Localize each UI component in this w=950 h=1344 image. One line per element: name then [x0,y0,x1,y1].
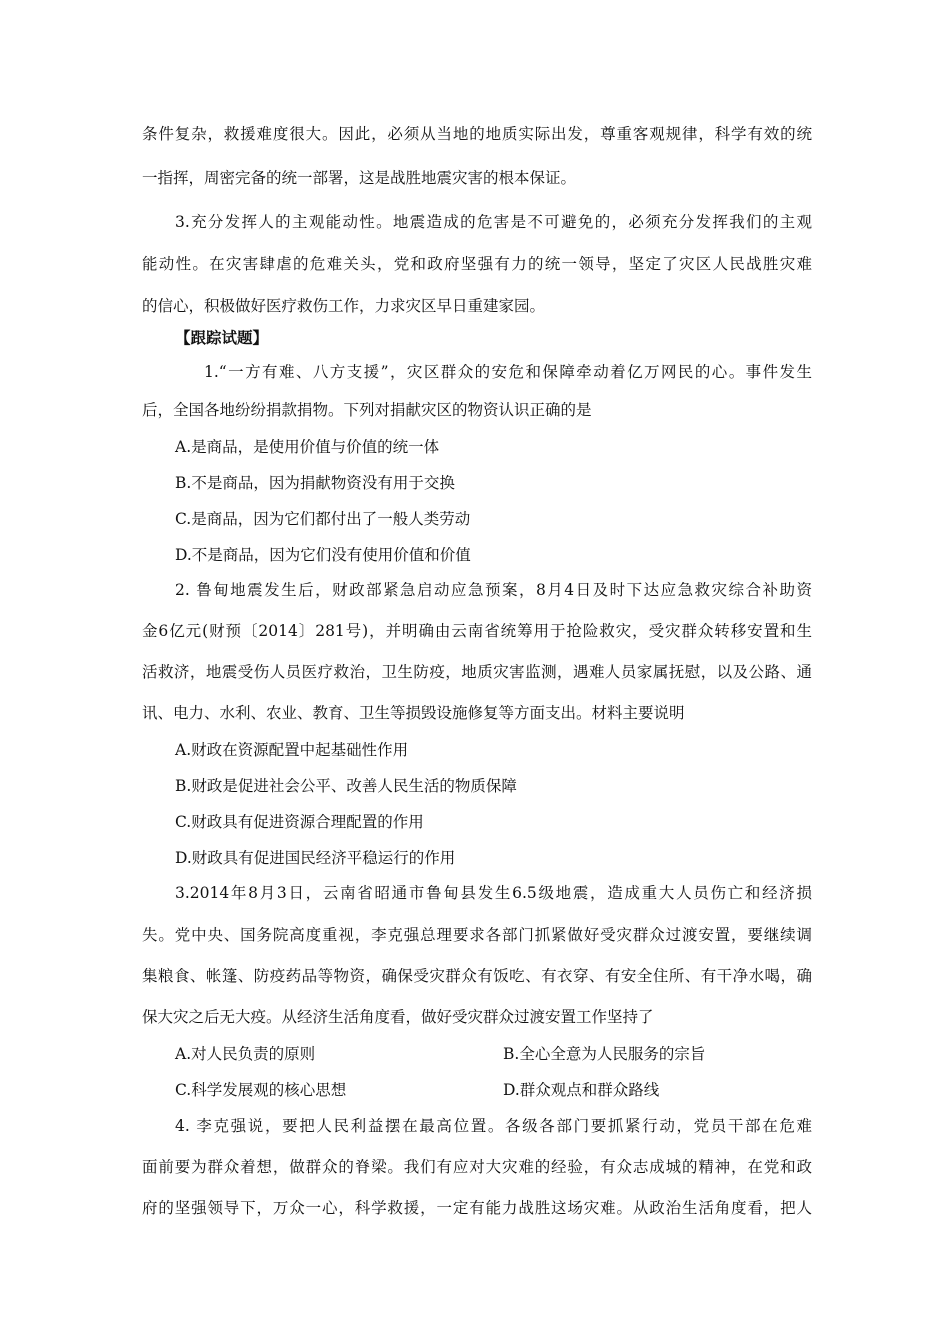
question-line: 3.2014年8月3日，云南省昭通市鲁甸县发生6.5级地震，造成重大人员伤亡和经济损 [175,884,812,902]
question-line: 集粮食、帐篷、防疫药品等物资，确保受灾群众有饭吃、有衣穿、有安全住所、有干净水喝，确 [142,967,812,985]
answer-option: C.财政具有促进资源合理配置的作用 [175,813,424,831]
question-line: 4. 李克强说，要把人民利益摆在最高位置。各级各部门要抓紧行动，党员干部在危难 [175,1117,812,1135]
answer-option: A.对人民负责的原则 [175,1045,316,1063]
answer-option: C.是商品，因为它们都付出了一般人类劳动 [175,510,471,528]
question-line: 讯、电力、水利、农业、教育、卫生等损毁设施修复等方面支出。材料主要说明 [142,704,685,722]
answer-option: B.财政是促进社会公平、改善人民生活的物质保障 [175,777,517,795]
answer-option: B.全心全意为人民服务的宗旨 [503,1045,706,1063]
question-line: 1.“一方有难、八方支援”，灾区群众的安危和保障牵动着亿万网民的心。事件发生 [204,363,812,381]
paragraph-line: 能动性。在灾害肆虐的危难关头，党和政府坚强有力的统一领导，坚定了灾区人民战胜灾难 [142,255,812,273]
question-line: 面前要为群众着想，做群众的脊梁。我们有应对大灾难的经验，有众志成城的精神，在党和政 [142,1158,812,1176]
question-line: 活救济，地震受伤人员医疗救治，卫生防疫，地质灾害监测，遇难人员家属抚慰，以及公路、通 [142,663,812,681]
paragraph-line: 3.充分发挥人的主观能动性。地震造成的危害是不可避免的，必须充分发挥我们的主观 [175,213,812,231]
paragraph-line: 的信心，积极做好医疗救伤工作，力求灾区早日重建家园。 [142,297,546,315]
question-line: 府的坚强领导下，万众一心，科学救援，一定有能力战胜这场灾难。从政治生活角度看，把人 [142,1199,812,1217]
answer-option: A.财政在资源配置中起基础性作用 [175,741,409,759]
section-heading: 【跟踪试题】 [175,329,269,347]
answer-option: D.不是商品，因为它们没有使用价值和价值 [175,546,471,564]
question-line: 保大灾之后无大疫。从经济生活角度看，做好受灾群众过渡安置工作坚持了 [142,1008,654,1026]
answer-option: D.群众观点和群众路线 [503,1081,660,1099]
question-line: 失。党中央、国务院高度重视，李克强总理要求各部门抓紧做好受灾群众过渡安置，要继续调 [142,926,812,944]
question-line: 后，全国各地纷纷捐款捐物。下列对捐献灾区的物资认识正确的是 [142,401,592,419]
question-line: 2. 鲁甸地震发生后，财政部紧急启动应急预案，8月4日及时下达应急救灾综合补助资 [175,581,812,599]
answer-option: D.财政具有促进国民经济平稳运行的作用 [175,849,456,867]
answer-option: B.不是商品，因为捐献物资没有用于交换 [175,474,455,492]
question-line: 金6亿元(财预〔2014〕281号)，并明确由云南省统筹用于抢险救灾，受灾群众转移安置和生 [142,622,812,640]
answer-option: A.是商品，是使用价值与价值的统一体 [175,438,440,456]
paragraph-line: 条件复杂，救援难度很大。因此，必须从当地的地质实际出发，尊重客观规律，科学有效的统 [142,125,812,143]
answer-option: C.科学发展观的核心思想 [175,1081,347,1099]
paragraph-line: 一指挥，周密完备的统一部署，这是战胜地震灾害的根本保证。 [142,169,577,187]
